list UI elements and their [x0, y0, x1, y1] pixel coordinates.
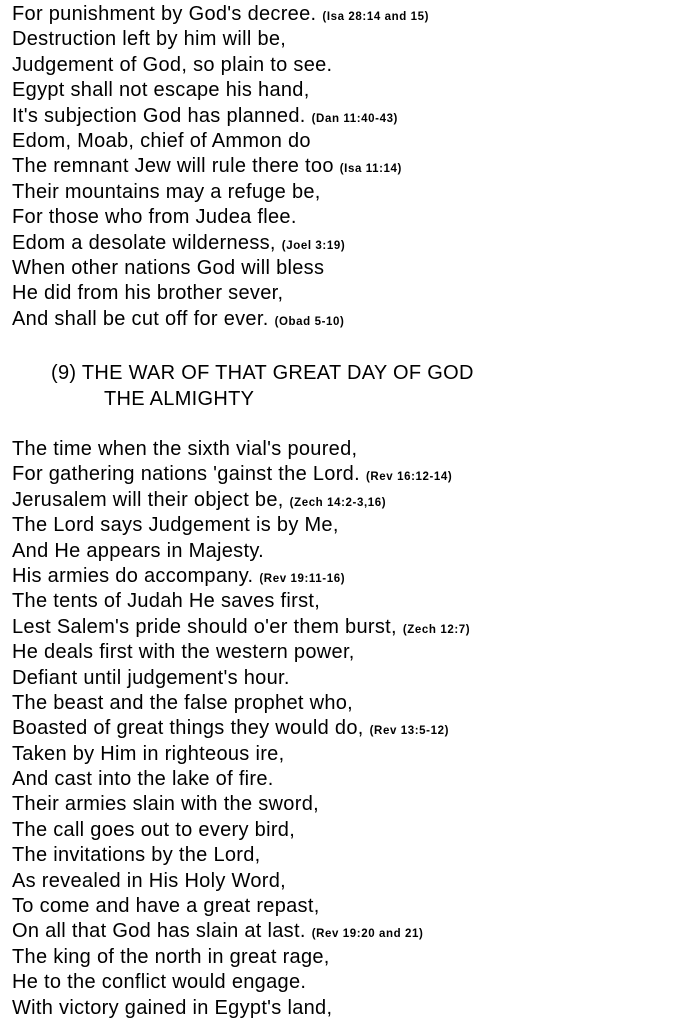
poem-line-text: Boasted of great things they would do, [12, 717, 364, 740]
poem-stanza-2 [12, 437, 470, 1021]
poem-line-text: His armies do accompany. [12, 564, 254, 587]
poem-line [12, 589, 470, 614]
poem-line-text: Their mountains may a refuge be, [12, 180, 321, 203]
poem-line [12, 894, 470, 919]
section-heading-line-2: THE ALMIGHTY [104, 387, 255, 410]
poem-line [12, 78, 429, 103]
scripture-reference: (Dan 11:40-43) [311, 112, 398, 125]
poem-line [12, 437, 470, 462]
poem-line-text: Destruction left by him will be, [12, 28, 287, 51]
poem-line [12, 716, 470, 741]
scripture-reference: (Rev 19:11-16) [259, 572, 346, 585]
poem-line [12, 691, 470, 716]
poem-line-text: He did from his brother sever, [12, 282, 284, 305]
poem-line-text: And He appears in Majesty. [12, 539, 264, 562]
poem-line-text: The remnant Jew will rule there too [12, 155, 334, 178]
poem-line-text: The king of the north in great rage, [12, 945, 330, 968]
poem-line-text: The invitations by the Lord, [12, 844, 261, 867]
poem-line [12, 53, 429, 78]
poem-line [12, 919, 470, 944]
poem-line-text: Edom, Moab, chief of Ammon do [12, 129, 311, 152]
poem-line-text: With victory gained in Egypt's land, [12, 996, 333, 1019]
scripture-reference: (Rev 13:5-12) [369, 725, 450, 738]
poem-line-text: On all that God has slain at last. [12, 920, 306, 943]
poem-line-text: The Lord says Judgement is by Me, [12, 514, 339, 537]
poem-line [12, 154, 429, 179]
poem-line-text: Taken by Him in righteous ire, [12, 742, 285, 765]
poem-line-text: The time when the sixth vial's poured, [12, 438, 358, 460]
scripture-reference: (Joel 3:19) [281, 239, 346, 252]
poem-line [12, 205, 429, 230]
poem-line-text: Lest Salem's pride should o'er them burst, [12, 615, 397, 638]
poem-line [12, 180, 429, 205]
poem-line [12, 996, 470, 1021]
poem-line [12, 970, 470, 995]
poem-line-text: When other nations God will bless [12, 256, 325, 279]
poem-line-text: And shall be cut off for ever. [12, 307, 269, 330]
scripture-reference: (Isa 11:14) [339, 163, 402, 176]
poem-line [12, 27, 429, 52]
poem-line [12, 539, 470, 564]
poem-line [12, 843, 470, 868]
poem-line-text: The beast and the false prophet who, [12, 691, 354, 714]
poem-line-text: The call goes out to every bird, [12, 818, 296, 841]
poem-line [12, 281, 429, 306]
poem-line-text: And cast into the lake of fire. [12, 768, 274, 791]
poem-line [12, 488, 470, 513]
poem-line [12, 615, 470, 640]
poem-line [12, 666, 470, 691]
poem-line-text: As revealed in His Holy Word, [12, 869, 286, 892]
poem-line [12, 869, 470, 894]
poem-line [12, 564, 470, 589]
poem-line-text: Judgement of God, so plain to see. [12, 53, 333, 76]
poem-line-text: For those who from Judea flee. [12, 206, 297, 229]
poem-line [12, 513, 470, 538]
poem-line [12, 792, 470, 817]
poem-line-text: He to the conflict would engage. [12, 971, 307, 994]
section-heading [51, 361, 474, 412]
poem-stanza-1 [12, 2, 429, 332]
scripture-reference: (Zech 14:2-3,16) [289, 496, 387, 509]
poem-line [12, 640, 470, 665]
poem-line [12, 129, 429, 154]
scripture-reference: (Zech 12:7) [402, 623, 471, 636]
poem-line-text: The tents of Judah He saves first, [12, 590, 321, 613]
poem-line [12, 307, 429, 332]
poem-line-text: It's subjection God has planned. [12, 104, 306, 127]
scripture-reference: (Isa 28:14 and 15) [322, 11, 430, 23]
poem-line [12, 742, 470, 767]
poem-line [12, 945, 470, 970]
poem-line-text: For punishment by God's decree. [12, 3, 317, 25]
poem-line [12, 231, 429, 256]
poem-line [12, 104, 429, 129]
section-heading-line-1: (9) THE WAR OF THAT GREAT DAY OF GOD [51, 362, 474, 384]
poem-line-text: For gathering nations 'gainst the Lord. [12, 463, 360, 486]
poem-line-text: Edom a desolate wilderness, [12, 231, 276, 254]
poem-line [12, 767, 470, 792]
poem-line [12, 256, 429, 281]
poem-line-text: Egypt shall not escape his hand, [12, 79, 310, 102]
scripture-reference: (Rev 19:20 and 21) [311, 928, 424, 941]
poem-line-text: Their armies slain with the sword, [12, 793, 319, 816]
scripture-reference: (Obad 5-10) [274, 315, 345, 328]
poem-line-text: He deals first with the western power, [12, 641, 355, 664]
poem-line-text: Defiant until judgement's hour. [12, 666, 290, 689]
scripture-reference: (Rev 16:12-14) [365, 471, 453, 484]
poem-line [12, 462, 470, 487]
poem-line-text: Jerusalem will their object be, [12, 488, 284, 511]
poem-line [12, 2, 429, 27]
poem-line [12, 818, 470, 843]
poem-line-text: To come and have a great repast, [12, 895, 320, 918]
